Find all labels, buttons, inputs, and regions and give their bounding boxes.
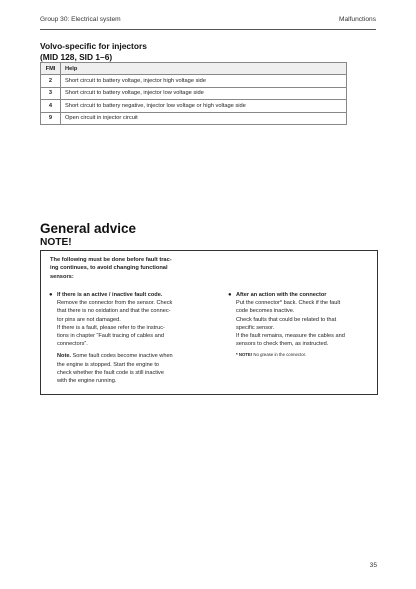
footnote-text: No grease in the connector. bbox=[252, 352, 306, 358]
fmi-cell: 2 bbox=[41, 75, 61, 87]
fmi-cell: 4 bbox=[41, 100, 61, 112]
active-fault-heading: If there is an active / inactive fault code. bbox=[57, 292, 163, 298]
text-line: tor pins are not damaged. bbox=[57, 316, 121, 323]
section-title-line2: (MID 128, SID 1–6) bbox=[40, 51, 113, 62]
advice-heading: General advice bbox=[40, 221, 137, 236]
help-cell: Short circuit to battery voltage, injector low voltage side bbox=[61, 87, 347, 99]
bullet-icon: ● bbox=[49, 292, 53, 298]
after-connector-text bbox=[236, 299, 376, 348]
bullet-icon: ● bbox=[228, 292, 232, 298]
text-line: Check faults that could be related to that bbox=[236, 316, 337, 323]
text-line: If there is a fault, please refer to the instruc- bbox=[57, 324, 165, 331]
note-intro bbox=[50, 256, 208, 281]
note-first-text: Some fault codes become inactive when bbox=[70, 353, 173, 360]
header-help: Help bbox=[61, 63, 347, 75]
text-line: check whether the fault code is still inactive bbox=[57, 369, 164, 376]
table-row bbox=[41, 87, 347, 99]
text-line: If the fault remains, measure the cables and bbox=[236, 333, 345, 340]
active-fault-text bbox=[57, 299, 209, 348]
intro-line: sensors: bbox=[50, 273, 74, 280]
header-chapter: Group 30: Electrical system bbox=[40, 16, 121, 23]
section-title bbox=[40, 41, 147, 62]
advice-item-heading bbox=[49, 291, 209, 299]
text-line: sensors to check them, as instructed. bbox=[236, 341, 329, 348]
text-line: with the engine running. bbox=[57, 378, 117, 385]
table-header-row bbox=[41, 63, 347, 75]
active-fault-note bbox=[57, 352, 209, 385]
header-section: Malfunctions bbox=[338, 16, 376, 23]
text-line: connectors”. bbox=[57, 341, 88, 348]
text-line: tions in chapter “Fault tracing of cables and bbox=[57, 333, 164, 340]
connector-footnote bbox=[236, 351, 376, 358]
advice-after-connector bbox=[228, 291, 376, 358]
page-header bbox=[40, 14, 376, 30]
intro-line: The following must be done before fault trac- bbox=[50, 257, 172, 263]
help-cell: Short circuit to battery negative, injector low voltage or high voltage side bbox=[61, 100, 347, 112]
advice-item-heading bbox=[228, 291, 376, 299]
note-first-line bbox=[57, 352, 209, 360]
help-cell: Open circuit in injector circuit bbox=[61, 112, 347, 124]
note-heading: NOTE! bbox=[40, 237, 72, 248]
advice-active-fault bbox=[49, 291, 209, 385]
text-line: the engine is stopped. Start the engine to bbox=[57, 361, 160, 368]
header-fmi: FMI bbox=[41, 63, 61, 75]
page-number: 35 bbox=[369, 562, 377, 569]
text-line: Put the connector* back. Check if the fault bbox=[236, 300, 341, 307]
text-line: code becomes inactive. bbox=[236, 308, 295, 315]
help-cell: Short circuit to battery voltage, injector high voltage side bbox=[61, 75, 347, 87]
text-line: specific sensor. bbox=[236, 324, 275, 331]
note-box bbox=[40, 250, 378, 395]
fmi-cell: 3 bbox=[41, 87, 61, 99]
after-connector-heading: After an action with the connector bbox=[236, 292, 327, 298]
note-label: Note. bbox=[57, 353, 71, 360]
text-line: Remove the connector from the sensor. Check bbox=[57, 300, 173, 307]
fmi-cell: 9 bbox=[41, 112, 61, 124]
intro-line: ing continues, to avoid changing functional bbox=[50, 265, 168, 272]
text-line: that there is no oxidation and that the connec- bbox=[57, 308, 171, 315]
table-row bbox=[41, 112, 347, 124]
fmi-table bbox=[40, 62, 347, 125]
table-row bbox=[41, 75, 347, 87]
footnote-label: * NOTE! bbox=[236, 352, 253, 358]
table-row bbox=[41, 100, 347, 112]
section-title-line1: Volvo-specific for injectors bbox=[40, 41, 147, 51]
